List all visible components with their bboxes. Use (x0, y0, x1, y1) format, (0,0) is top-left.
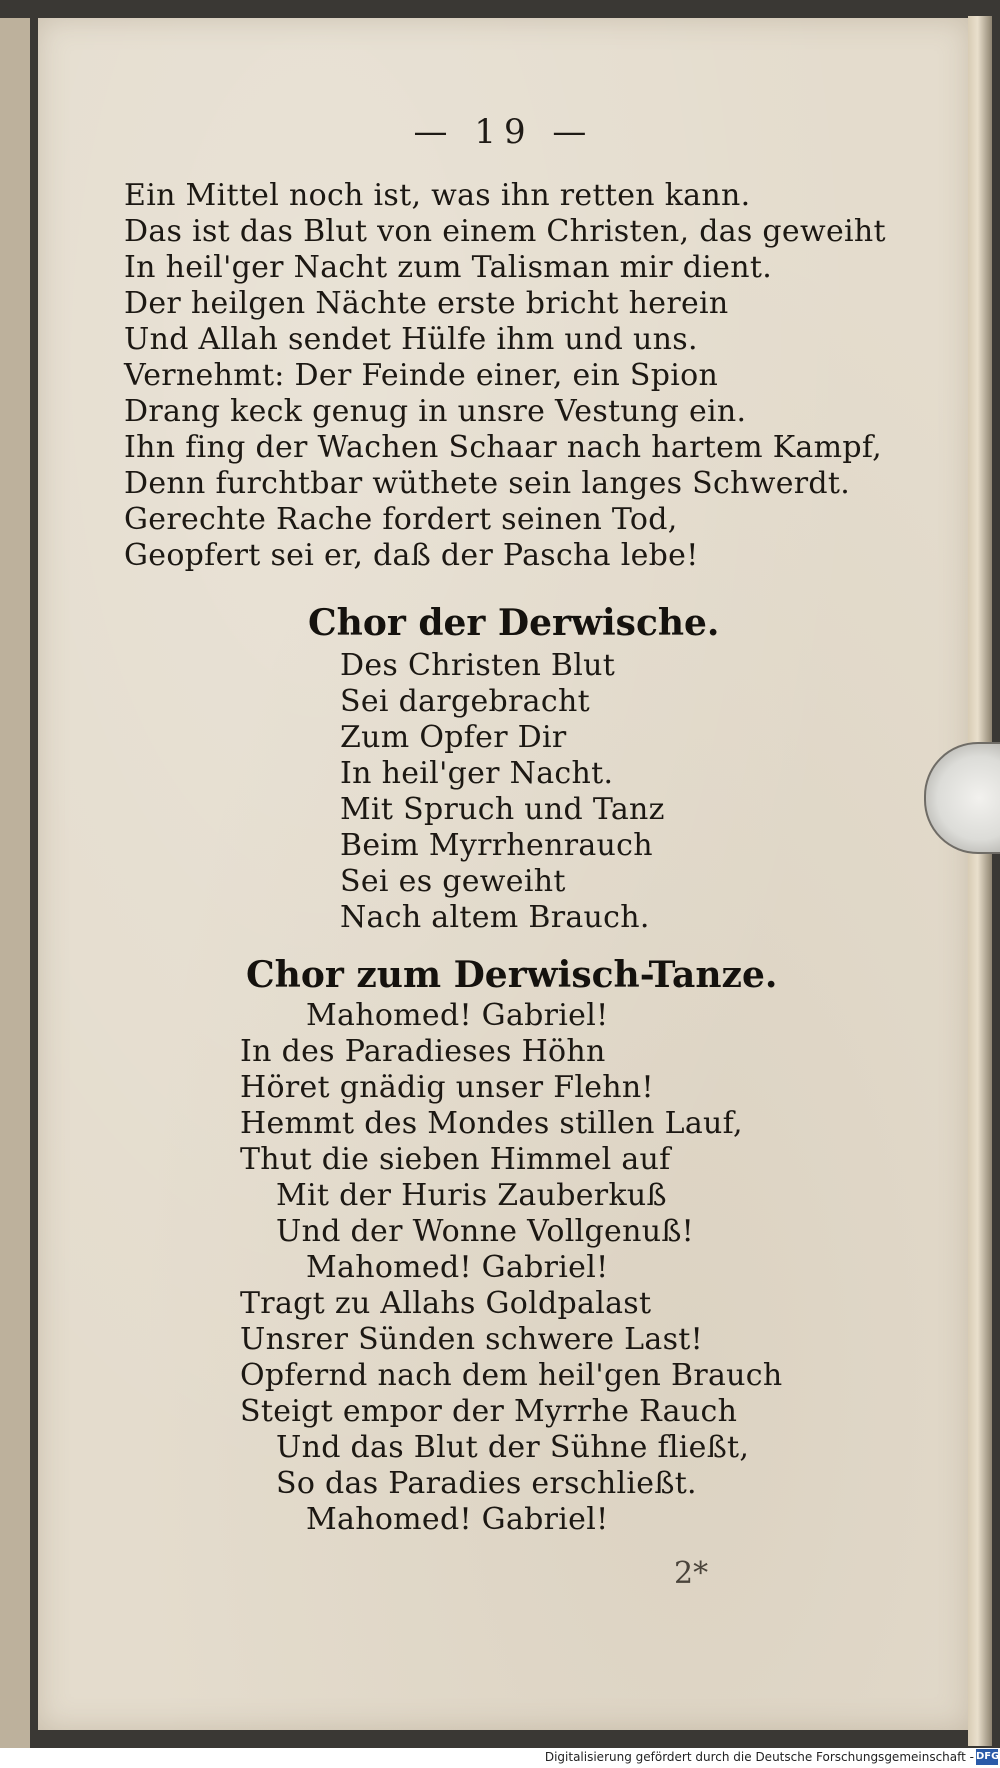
footer-bar (0, 1748, 1000, 1768)
speech-line: Gerechte Rache fordert seinen Tod, (124, 502, 678, 537)
funding-credit: Digitalisierung gefördert durch die Deutsche Forschungsgemeinschaft - (544, 1750, 974, 1764)
chorus-line: Des Christen Blut (340, 648, 616, 683)
chorus-heading: Chor zum Derwisch-Tanze. (246, 954, 778, 996)
speech-line: Ein Mittel noch ist, was ihn retten kann. (124, 178, 751, 213)
chorus-heading: Chor der Derwische. (308, 602, 720, 644)
chorus-line: Opfernd nach dem heil'gen Brauch (240, 1358, 783, 1393)
chorus-line: Tragt zu Allahs Goldpalast (240, 1286, 652, 1321)
dfg-logo-icon: DFG (976, 1749, 998, 1765)
speech-line: Drang keck genug in unsre Vestung ein. (124, 394, 747, 429)
chorus-line: Und das Blut der Sühne fließt, (276, 1430, 750, 1465)
sheet-signature: 2* (674, 1556, 709, 1591)
chorus-line: Unsrer Sünden schwere Last! (240, 1322, 703, 1357)
chorus-line: Mahomed! Gabriel! (306, 1502, 609, 1537)
speech-line: Das ist das Blut von einem Christen, das geweiht (124, 214, 886, 249)
chorus-line: Höret gnädig unser Flehn! (240, 1070, 654, 1105)
chorus-line: Mahomed! Gabriel! (306, 1250, 609, 1285)
page-number: — 19 — (413, 112, 595, 152)
chorus-line: In des Paradieses Höhn (240, 1034, 606, 1069)
speech-line: Und Allah sendet Hülfe ihm und uns. (124, 322, 698, 357)
chorus-line: So das Paradies erschließt. (276, 1466, 697, 1501)
speech-line: Der heilgen Nächte erste bricht herein (124, 286, 729, 321)
facing-page-edge (0, 18, 30, 1748)
chorus-line: Sei es geweiht (340, 864, 566, 899)
chorus-line: Nach altem Brauch. (340, 900, 650, 935)
chorus-line: Und der Wonne Vollgenuß! (276, 1214, 695, 1249)
book-page (38, 18, 970, 1730)
chorus-line: Sei dargebracht (340, 684, 590, 719)
speech-line: In heil'ger Nacht zum Talisman mir dient. (124, 250, 773, 285)
chorus-line: Mit der Huris Zauberkuß (276, 1178, 667, 1213)
page-edge (968, 16, 992, 1746)
speech-line: Ihn fing der Wachen Schaar nach hartem Kampf, (124, 430, 883, 465)
chorus-line: Zum Opfer Dir (340, 720, 567, 755)
chorus-line: Hemmt des Mondes stillen Lauf, (240, 1106, 743, 1141)
chorus-line: Beim Myrrhenrauch (340, 828, 653, 863)
speech-line: Geopfert sei er, daß der Pascha lebe! (124, 538, 699, 573)
chorus-line: Steigt empor der Myrrhe Rauch (240, 1394, 738, 1429)
speech-line: Vernehmt: Der Feinde einer, ein Spion (124, 358, 719, 393)
chorus-line: Thut die sieben Himmel auf (240, 1142, 671, 1177)
speech-line: Denn furchtbar wüthete sein langes Schwerdt. (124, 466, 851, 501)
chorus-line: In heil'ger Nacht. (340, 756, 614, 791)
chorus-line: Mahomed! Gabriel! (306, 998, 609, 1033)
chorus-line: Mit Spruch und Tanz (340, 792, 665, 827)
